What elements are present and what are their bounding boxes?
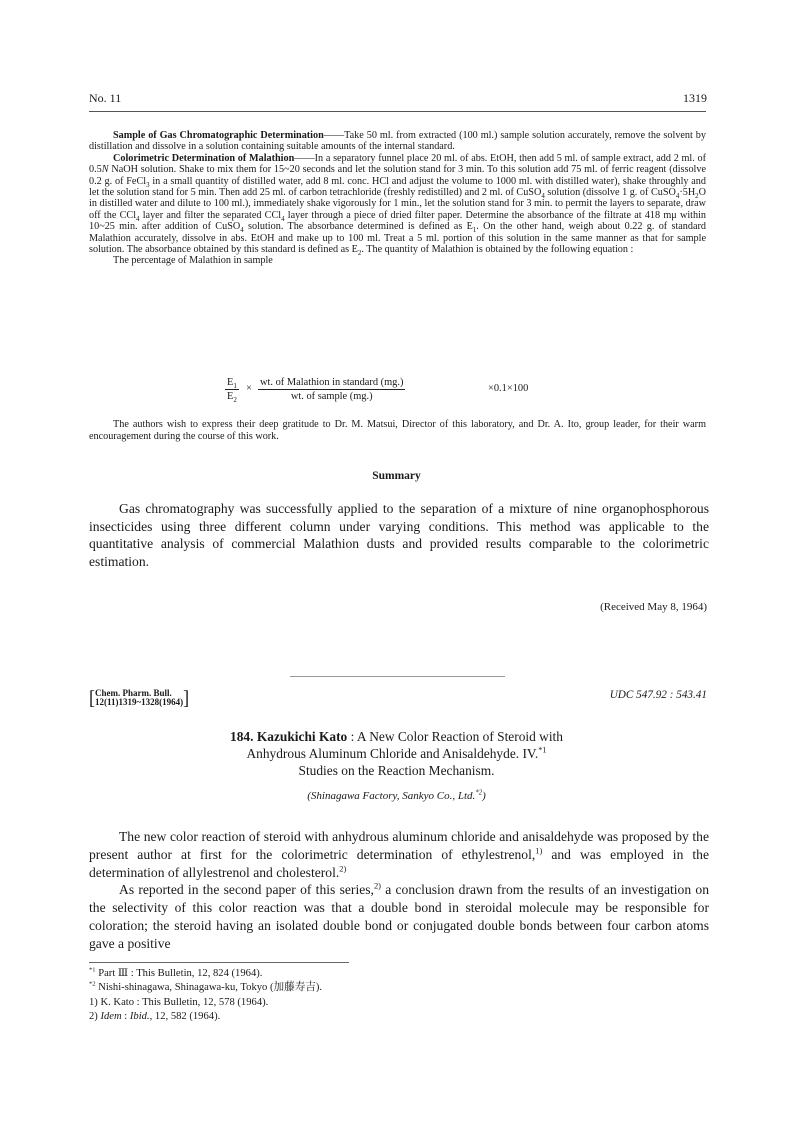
reference-mark: 1) xyxy=(535,845,543,856)
title-text-1: A New Color Reaction of Steroid with xyxy=(356,729,563,744)
footnote-mark: *2 xyxy=(89,980,96,988)
colorimetric-text-8: solution. The absorbance determined is defined as E xyxy=(243,221,473,233)
page-number: 1319 xyxy=(683,91,707,105)
affiliation xyxy=(0,790,793,802)
weight-ratio xyxy=(258,377,405,402)
citation-journal: Chem. Pharm. Bull. xyxy=(95,688,172,698)
e2-symbol: E xyxy=(227,391,234,402)
colorimetric-text-5: O in distilled water and dilute to 100 ml.), immediately shake vigorously for 1 min., let the solution stand for 3 min. to permit the layers to separate, draw off the CCl xyxy=(89,187,706,221)
malathion-formula xyxy=(225,377,585,405)
colorimetric-text-3: in a small quantity of distilled water, add 8 ml. conc. HCl and adjust the volume to 1000 ml. with distilled water), shake throughly and let the solution stand for 5 min. Then add 25 ml. of carbon tetrachloride (freshly redistilled) and 2 ml. of CuSO xyxy=(89,175,706,199)
subscript: 4 xyxy=(675,193,680,201)
weight-denominator: wt. of sample (mg.) xyxy=(290,391,373,402)
weight-numerator: wt. of Malathion in standard (mg.) xyxy=(260,377,404,388)
footnote xyxy=(89,1010,689,1024)
colorimetric-text-4: solution (dissolve 1 g. of CuSO xyxy=(544,187,676,199)
citation-lines xyxy=(95,689,183,707)
footnote-text: Part Ⅲ : This Bulletin, 12, 824 (1964). xyxy=(95,968,263,979)
acknowledgement xyxy=(89,419,706,444)
intro-text-2a: As reported in the second paper of this series, xyxy=(119,882,374,898)
title-line-2 xyxy=(0,745,793,762)
intro-text-1b: and was employed in the determination of allylestrenol and cholesterol. xyxy=(89,846,710,880)
intro-paragraph-1 xyxy=(89,828,709,881)
article-number: 184. xyxy=(230,729,254,744)
intro-text-2b: a conclusion drawn from the results of an investigation on the selectivity of this color reaction was that a double bond in steroidal molecule may be responsible for coloration; the steroid having an isolated double bond or conjugated double bonds between four carbon atoms gave a positive xyxy=(89,882,709,951)
colorimetric-text-9: . On the other hand, weigh about 0.22 g. of standard Malathion accurately, dissolve in abs. EtOH and make up to 100 ml. Treat a 5 ml. portion of this solution in the same manner as that for sample solution. The absorbance obtained by this standard is defined as E xyxy=(89,221,706,256)
footnote-mark: *1 xyxy=(538,745,547,755)
methods-section xyxy=(89,130,706,267)
footnote-mark: 2) xyxy=(89,1010,98,1022)
sample-heading: Sample of Gas Chromatographic Determination xyxy=(113,130,324,141)
footnote xyxy=(89,996,689,1010)
subscript: 3 xyxy=(146,181,150,189)
subscript: 2 xyxy=(357,250,362,258)
footnote-text: Nishi-shinagawa, Shinagawa-ku, Tokyo (加藤寿吉). xyxy=(95,982,323,994)
sample-text: Take 50 ml. from extracted (100 ml.) sample solution accurately, remove the solvent by distillation and dissolve in a solution containing suitable amounts of the internal standard. xyxy=(89,130,706,153)
colorimetric-text-2: NaOH solution. Shake to mix them for 15~20 seconds and let the solution stand for 3 min. To this solution add 75 ml. of ferric reagent (dissolve 0.2 g. of FeCl xyxy=(89,164,706,187)
percentage-label: The percentage of Malathion in sample xyxy=(113,255,273,267)
summary-heading: Summary xyxy=(372,470,421,482)
footnote xyxy=(89,967,689,981)
normality-italic: N xyxy=(101,164,109,176)
colorimetric-heading: Colorimetric Determination of Malathion xyxy=(113,152,295,164)
colorimetric-text-7: layer through a piece of dried filter paper. Determine the absorbance of the filtrate at 418 mμ within 10~25 min. after addition of CuSO xyxy=(89,209,706,233)
subscript: 1 xyxy=(233,382,237,391)
intro-text-1a: The new color reaction of steroid with anhydrous aluminum chloride and anisaldehyde was proposed by the present author at first for the colorimetric determination of ethylestrenol, xyxy=(89,829,709,862)
footnote xyxy=(89,981,689,995)
article-title-block xyxy=(0,728,793,780)
article-separator xyxy=(290,676,505,677)
footnote-text: K. Kato : This Bulletin, 12, 578 (1964). xyxy=(97,996,269,1008)
ratio-denominator xyxy=(225,390,239,405)
footnote-ibid: Ibid. xyxy=(129,1010,150,1022)
introduction xyxy=(89,828,709,953)
header-rule xyxy=(89,111,706,112)
formula-tail: ×0.1×100 xyxy=(488,383,529,394)
footnote-mark: *2 xyxy=(475,789,483,797)
subscript: 2 xyxy=(695,193,699,201)
right-bracket: ] xyxy=(183,687,190,709)
footnote-separator: : xyxy=(121,1010,130,1022)
title-line-3: Studies on the Reaction Mechanism. xyxy=(298,763,495,779)
affiliation-close: ) xyxy=(482,790,486,802)
colorimetric-paragraph: Colorimetric Determination of Malathion——In a separatory funnel place 20 ml. of abs. EtOH, then add 5 ml. of sample extract, add 2 ml. of 0.5N NaOH solution. Shake to mix them for 15~20 seconds and let the solution stand for 3 min. To this solution add 75 ml. of ferric reagent (dissolve 0.2 g. of FeCl$_3$ in a small quantity of distilled water, add 8 ml. conc. HCl and adjust the volume to 1000 ml. with distilled water), shake throughly and let the solution stand for 5 min. Then add 25 ml. of carbon tetrachloride (freshly redistilled) and 2 ml. of CuSO$_4$ solution (dissolve 1 g. of $CuSO_4\cdot 5H_2O$ in distilled water and dilute to 100 ml.), immediately shake vigorously for 1 min., let the solution stand for 3 min. to permit the layers to separate, draw off the CCl$_4$ layer and filter the separated CCl$_4$ layer through a piece of dried filter paper. Determine the absorbance of the filtrate at 418 mμ within 10~25 min. after addition of CuSO$_4$ solution. The absorbance determined is defined as $E_1$. On the other hand, weigh about 0.22 g. of standard Malathion accurately, dissolve in abs. EtOH and make up to 100 ml. Treat a 5 ml. portion of this solution in the same manner as that for sample solution. The absorbance obtained by this standard is defined as $E_2$. The quantity of Malathion is obtained by the following equation : xyxy=(89,152,706,258)
colorimetric-text-4b: ·5H xyxy=(679,187,696,199)
issue-number: No. 11 xyxy=(89,91,122,105)
article-author: Kazukichi Kato xyxy=(256,729,348,744)
summary-section xyxy=(89,500,709,570)
summary-text: Gas chromatography was successfully applied to the separation of a mixture of nine organophosphorous insecticides using three different column under varying conditions. This method was applicable to the quantitative analysis of commercial Malathion dusts and provided results comparable to the colorimetric estimation. xyxy=(89,501,709,569)
affiliation-text: (Shinagawa Factory, Sankyo Co., Ltd. xyxy=(307,790,476,802)
reference-mark: 2) xyxy=(373,880,381,891)
colorimetric-text-1: In a separatory funnel place 20 ml. of abs. EtOH, then add 5 ml. of sample extract, add 2 ml. of 0.5 xyxy=(89,152,706,176)
bulletin-citation xyxy=(89,689,189,707)
colorimetric-text-6: layer and filter the separated CCl xyxy=(139,209,282,221)
subscript: 1 xyxy=(472,227,477,235)
footnote-mark: *1 xyxy=(89,966,96,974)
absorbance-ratio xyxy=(225,377,239,405)
left-bracket: [ xyxy=(89,687,95,709)
subscript: 2 xyxy=(233,396,237,405)
footnotes xyxy=(89,967,689,1024)
received-date: (Received May 8, 1964) xyxy=(600,601,707,613)
title-line-1 xyxy=(0,728,793,745)
intro-paragraph-2 xyxy=(89,881,709,952)
e1-symbol: E xyxy=(227,377,234,388)
acknowledgement-text: The authors wish to express their deep gratitude to Dr. M. Matsui, Director of this laboratory, and Dr. A. Ito, group leader, for their warm encouragement during the course of this work. xyxy=(89,419,706,443)
subscript: 4 xyxy=(541,193,545,201)
footnote-text: , 12, 582 (1964). xyxy=(149,1010,221,1022)
title-separator: : xyxy=(347,729,357,744)
subscript: 4 xyxy=(281,215,285,223)
colorimetric-text-10: . The quantity of Malathion is obtained by the following equation : xyxy=(361,244,634,256)
udc-code: UDC 547.92 : 543.41 xyxy=(609,689,707,701)
footnote-rule xyxy=(89,962,349,963)
ratio-numerator xyxy=(225,377,239,390)
title-text-2: Anhydrous Aluminum Chloride and Anisaldehyde. IV. xyxy=(246,746,539,762)
footnote-idem: Idem xyxy=(97,1010,122,1022)
citation-volume: 12(11)1319~1328(1964) xyxy=(95,697,184,707)
subscript: 4 xyxy=(240,227,244,235)
reference-mark: 2) xyxy=(339,863,347,874)
multiply-sign: × xyxy=(246,383,252,394)
sample-paragraph: Sample of Gas Chromatographic Determination——Take 50 ml. from extracted (100 ml.) sample solution accurately, remove the solvent by distillation and dissolve in a solution containing suitable amounts of the internal standard. xyxy=(89,130,706,153)
subscript: 4 xyxy=(136,215,140,223)
footnote-mark: 1) xyxy=(89,996,98,1008)
